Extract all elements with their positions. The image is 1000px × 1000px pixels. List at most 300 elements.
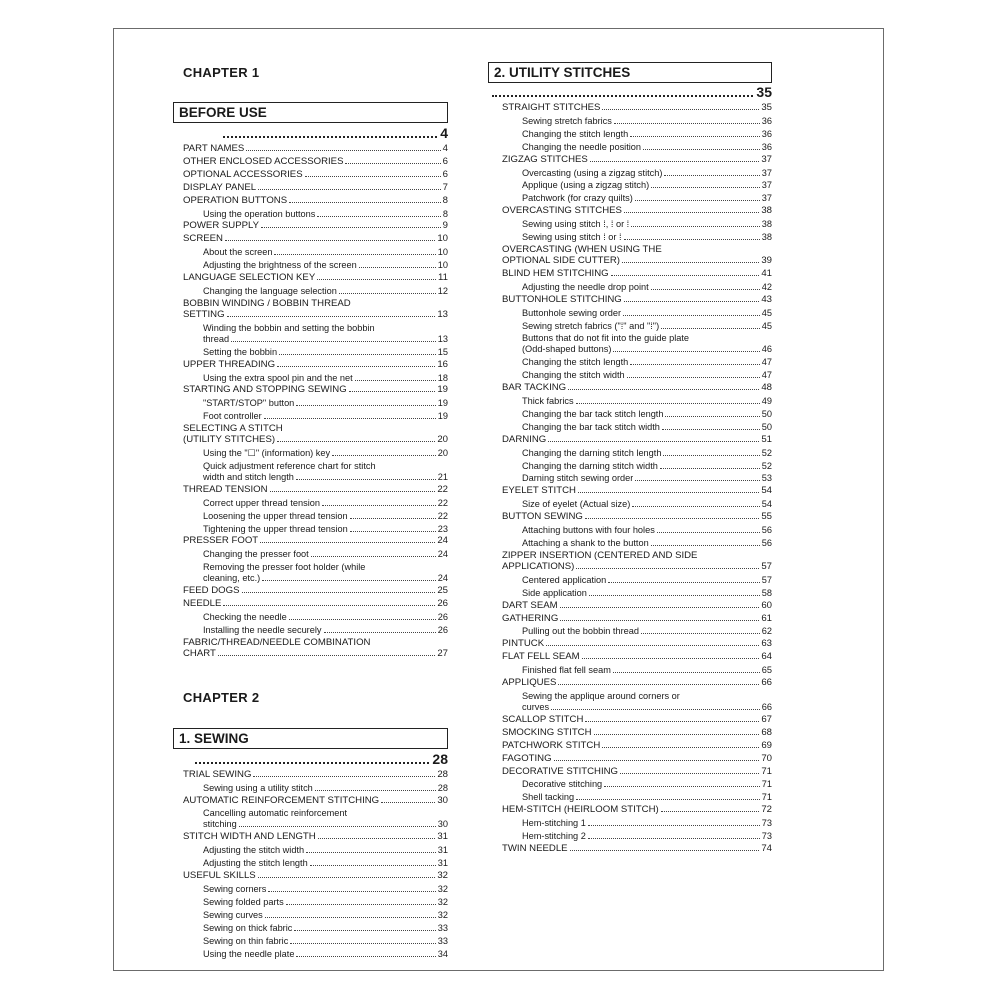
toc-entry-page: 42 bbox=[761, 281, 772, 292]
toc-entry-page: 33 bbox=[437, 935, 448, 946]
toc-entry bbox=[183, 143, 448, 156]
leader-dots bbox=[350, 531, 436, 532]
toc-entry-page: 57 bbox=[761, 574, 772, 585]
toc-entry bbox=[502, 677, 772, 690]
toc-entry bbox=[502, 843, 772, 856]
toc-entry bbox=[183, 208, 448, 221]
toc-entry bbox=[183, 484, 448, 497]
leader-dots bbox=[310, 865, 436, 866]
toc-entry-title: CHART bbox=[183, 647, 216, 659]
toc-entry-title: FEED DOGS bbox=[183, 585, 240, 597]
toc-entry bbox=[183, 598, 448, 611]
toc-entry-title: Sewing the applique around corners or bbox=[522, 690, 680, 701]
leader-dots bbox=[311, 556, 436, 557]
toc-entry-title: BLIND HEM STITCHING bbox=[502, 267, 609, 279]
toc-entry-title: Using the operation buttons bbox=[203, 208, 316, 219]
toc-entry-title: DISPLAY PANEL bbox=[183, 181, 257, 193]
toc-entry bbox=[183, 572, 448, 585]
toc-entry bbox=[183, 322, 448, 333]
toc-entry bbox=[183, 782, 448, 795]
leader-dots bbox=[602, 747, 759, 748]
leader-dots bbox=[614, 123, 760, 124]
toc-entry bbox=[502, 102, 772, 115]
toc-entry-title: TWIN NEEDLE bbox=[502, 842, 568, 854]
toc-entry-title: Sewing corners bbox=[203, 883, 267, 894]
toc-entry-title: Changing the stitch length bbox=[522, 128, 629, 139]
leader-dots bbox=[589, 595, 760, 596]
toc-entry-page: 61 bbox=[761, 612, 772, 624]
toc-entry-page: 4 bbox=[442, 143, 448, 154]
section-before-use-page-row bbox=[183, 126, 448, 141]
toc-entry bbox=[502, 218, 772, 231]
toc-entry-title: AUTOMATIC REINFORCEMENT STITCHING bbox=[183, 794, 380, 806]
leader-dots bbox=[349, 391, 436, 392]
toc-entry-title: Centered application bbox=[522, 574, 607, 585]
toc-entry bbox=[502, 830, 772, 843]
toc-entry bbox=[502, 587, 772, 600]
toc-entry bbox=[183, 246, 448, 259]
toc-entry-page: 20 bbox=[437, 434, 448, 446]
toc-entry-page: 52 bbox=[761, 460, 772, 471]
toc-entry-title: Using the needle plate bbox=[203, 948, 295, 959]
toc-entry-page: 31 bbox=[437, 858, 448, 869]
toc-entry-page: 71 bbox=[761, 779, 772, 790]
leader-dots bbox=[635, 480, 759, 481]
toc-entry-page: 28 bbox=[437, 782, 448, 793]
toc-entry-title: OPTIONAL SIDE CUTTER) bbox=[502, 254, 620, 266]
toc-entry bbox=[502, 485, 772, 498]
toc-entry bbox=[183, 870, 448, 883]
toc-entry-page: 71 bbox=[761, 792, 772, 803]
toc-entry bbox=[183, 309, 448, 322]
toc-entry-page: 49 bbox=[761, 396, 772, 407]
toc-entry-title: FLAT FELL SEAM bbox=[502, 651, 580, 663]
toc-entry-page: 22 bbox=[437, 497, 448, 508]
toc-entry-title: Using the "☐" (information) key bbox=[203, 448, 331, 459]
toc-entry bbox=[502, 421, 772, 434]
leader-dots bbox=[622, 262, 759, 263]
leader-dots bbox=[602, 109, 759, 110]
toc-entry-title: Hem-stitching 1 bbox=[522, 818, 586, 829]
toc-entry-page: 66 bbox=[761, 677, 772, 689]
toc-entry bbox=[502, 434, 772, 447]
leader-dots bbox=[286, 904, 436, 905]
leader-dots bbox=[231, 341, 436, 342]
toc-entry bbox=[502, 128, 772, 141]
chapter-2-heading: CHAPTER 2 bbox=[183, 689, 260, 705]
leader-dots bbox=[195, 762, 429, 764]
leader-dots bbox=[657, 532, 760, 533]
leader-dots bbox=[554, 760, 760, 761]
leader-dots bbox=[661, 328, 760, 329]
leader-dots bbox=[627, 377, 760, 378]
toc-entry bbox=[502, 205, 772, 218]
toc-entry-page: 36 bbox=[761, 115, 772, 126]
leader-dots bbox=[274, 254, 435, 255]
toc-entry-title: Winding the bobbin and setting the bobbin bbox=[203, 322, 375, 333]
toc-entry bbox=[502, 154, 772, 167]
toc-entry-page: 9 bbox=[442, 220, 448, 232]
toc-entry-title: SETTING bbox=[183, 308, 225, 320]
toc-entry-page: 19 bbox=[437, 411, 448, 422]
toc-entry-title: Thick fabrics bbox=[522, 396, 574, 407]
leader-dots bbox=[258, 189, 441, 190]
toc-entry-page: 53 bbox=[761, 473, 772, 484]
toc-entry-title: Using the extra spool pin and the net bbox=[203, 372, 353, 383]
leader-dots bbox=[604, 786, 760, 787]
toc-entry bbox=[502, 447, 772, 460]
leader-dots bbox=[624, 212, 759, 213]
toc-entry-title: DART SEAM bbox=[502, 599, 558, 611]
toc-entry bbox=[183, 233, 448, 246]
toc-entry-page: 68 bbox=[761, 726, 772, 738]
toc-entry-title: (UTILITY STITCHES) bbox=[183, 434, 276, 446]
toc-entry-page: 43 bbox=[761, 293, 772, 305]
toc-entry bbox=[502, 701, 772, 714]
leader-dots bbox=[624, 301, 760, 302]
toc-entry bbox=[183, 795, 448, 808]
leader-dots bbox=[258, 877, 436, 878]
toc-entry bbox=[502, 625, 772, 638]
leader-dots bbox=[265, 917, 436, 918]
toc-entry bbox=[183, 397, 448, 410]
leader-dots bbox=[613, 351, 759, 352]
leader-dots bbox=[223, 136, 437, 138]
toc-entry-title: Removing the presser foot holder (while bbox=[203, 562, 366, 573]
toc-entry-page: 64 bbox=[761, 651, 772, 663]
section-utility-page-row bbox=[502, 85, 772, 100]
toc-entry-page: 27 bbox=[437, 647, 448, 659]
toc-entry bbox=[502, 382, 772, 395]
toc-entry-title: Quick adjustment reference chart for stitch bbox=[203, 460, 376, 471]
leader-dots bbox=[264, 418, 436, 419]
toc-entry bbox=[183, 548, 448, 561]
leader-dots bbox=[570, 850, 760, 851]
leader-dots bbox=[560, 620, 759, 621]
leader-dots bbox=[578, 492, 759, 493]
toc-entry-title: OVERCASTING (WHEN USING THE bbox=[502, 243, 662, 255]
toc-entry-title: Changing the stitch length bbox=[522, 357, 629, 368]
toc-entry-page: 19 bbox=[437, 398, 448, 409]
toc-entry bbox=[183, 423, 448, 434]
toc-entry-page: 37 bbox=[761, 180, 772, 191]
toc-entry bbox=[183, 195, 448, 208]
toc-entry-title: Shell tacking bbox=[522, 792, 575, 803]
leader-dots bbox=[289, 202, 441, 203]
toc-entry bbox=[502, 524, 772, 537]
toc-entry-page: 62 bbox=[761, 626, 772, 637]
leader-dots bbox=[318, 838, 436, 839]
toc-entry bbox=[502, 766, 772, 779]
section-page-number: 4 bbox=[440, 125, 448, 141]
toc-entry-title: Installing the needle securely bbox=[203, 624, 322, 635]
chapter-1-heading: CHAPTER 1 bbox=[183, 65, 260, 80]
toc-entry bbox=[183, 510, 448, 523]
leader-dots bbox=[277, 366, 435, 367]
toc-entry-page: 45 bbox=[761, 320, 772, 331]
toc-entry bbox=[183, 648, 448, 661]
toc-entry-page: 33 bbox=[437, 922, 448, 933]
toc-entry bbox=[183, 807, 448, 818]
toc-entry-page: 73 bbox=[761, 831, 772, 842]
toc-entry-page: 32 bbox=[437, 883, 448, 894]
toc-entry-title: thread bbox=[203, 333, 230, 344]
leader-dots bbox=[317, 279, 436, 280]
section-page-number: 28 bbox=[432, 750, 448, 767]
toc-list-before-use bbox=[183, 143, 448, 661]
toc-entry-page: 58 bbox=[761, 587, 772, 598]
toc-entry-title: Adjusting the stitch length bbox=[203, 858, 308, 869]
toc-entry-page: 36 bbox=[761, 128, 772, 139]
leader-dots bbox=[630, 364, 760, 365]
leader-dots bbox=[492, 95, 753, 97]
toc-entry-page: 24 bbox=[437, 573, 448, 584]
toc-entry-title: DECORATIVE STITCHING bbox=[502, 765, 619, 777]
toc-entry-title: TRIAL SEWING bbox=[183, 768, 252, 780]
toc-entry-page: 67 bbox=[761, 713, 772, 725]
toc-entry-page: 6 bbox=[442, 155, 448, 167]
leader-dots bbox=[582, 658, 760, 659]
toc-entry-page: 34 bbox=[437, 948, 448, 959]
leader-dots bbox=[279, 354, 436, 355]
leader-dots bbox=[594, 734, 760, 735]
toc-entry-page: 22 bbox=[437, 510, 448, 521]
toc-entry-page: 30 bbox=[437, 819, 448, 830]
leader-dots bbox=[620, 773, 759, 774]
toc-entry-title: OPERATION BUTTONS bbox=[183, 194, 288, 206]
section-before-use-title: BEFORE USE bbox=[173, 102, 448, 123]
toc-entry-page: 26 bbox=[437, 598, 448, 610]
toc-entry-page: 66 bbox=[761, 701, 772, 712]
toc-entry-title: Adjusting the stitch width bbox=[203, 845, 305, 856]
toc-entry-page: 37 bbox=[761, 193, 772, 204]
toc-entry-title: Correct upper thread tension bbox=[203, 497, 320, 508]
toc-entry bbox=[183, 523, 448, 536]
toc-entry bbox=[183, 561, 448, 572]
toc-entry-page: 32 bbox=[437, 896, 448, 907]
leader-dots bbox=[289, 619, 436, 620]
toc-entry-title: Decorative stitching bbox=[522, 779, 603, 790]
toc-entry-title: SMOCKING STITCH bbox=[502, 726, 592, 738]
toc-entry bbox=[183, 769, 448, 782]
leader-dots bbox=[218, 655, 435, 656]
leader-dots bbox=[242, 592, 436, 593]
toc-entry-title: STRAIGHT STITCHES bbox=[502, 102, 601, 113]
toc-entry bbox=[183, 384, 448, 397]
toc-entry bbox=[502, 714, 772, 727]
leader-dots bbox=[253, 776, 435, 777]
toc-entry-page: 63 bbox=[761, 638, 772, 650]
toc-entry-title: UPPER THREADING bbox=[183, 358, 276, 370]
toc-entry-page: 47 bbox=[761, 370, 772, 381]
toc-entry-title: Sewing stretch fabrics bbox=[522, 115, 612, 126]
toc-entry-page: 32 bbox=[437, 870, 448, 882]
toc-entry-title: About the screen bbox=[203, 247, 273, 258]
toc-entry bbox=[502, 561, 772, 574]
leader-dots bbox=[546, 645, 759, 646]
toc-entry-page: 10 bbox=[437, 233, 448, 245]
toc-entry-page: 73 bbox=[761, 818, 772, 829]
toc-entry-title: FABRIC/THREAD/NEEDLE COMBINATION bbox=[183, 636, 371, 648]
toc-entry bbox=[183, 844, 448, 857]
toc-entry-page: 57 bbox=[761, 560, 772, 572]
toc-entry bbox=[502, 804, 772, 817]
toc-entry-title: Sewing using stitch ⁞, ⁞ or ⁞ bbox=[522, 219, 630, 230]
leader-dots bbox=[664, 175, 759, 176]
toc-entry-page: 39 bbox=[761, 254, 772, 266]
toc-entry-title: Checking the needle bbox=[203, 612, 287, 622]
toc-entry-title: PATCHWORK STITCH bbox=[502, 739, 601, 751]
toc-entry bbox=[502, 537, 772, 550]
toc-entry-title: POWER SUPPLY bbox=[183, 220, 260, 232]
toc-entry bbox=[502, 356, 772, 369]
toc-entry-page: 54 bbox=[761, 485, 772, 497]
toc-entry-title: Sewing on thin fabric bbox=[203, 935, 289, 946]
toc-entry bbox=[183, 285, 448, 298]
toc-entry bbox=[183, 259, 448, 272]
toc-entry-page: 13 bbox=[437, 333, 448, 344]
toc-entry-page: 56 bbox=[761, 538, 772, 548]
right-column bbox=[494, 62, 772, 856]
left-column bbox=[179, 65, 448, 960]
toc-entry-title: Sewing on thick fabric bbox=[203, 922, 293, 933]
toc-entry bbox=[502, 268, 772, 281]
leader-dots bbox=[322, 505, 436, 506]
toc-entry bbox=[502, 294, 772, 307]
toc-entry-title: APPLIQUES bbox=[502, 677, 557, 689]
leader-dots bbox=[355, 380, 436, 381]
toc-entry-page: 36 bbox=[761, 141, 772, 152]
leader-dots bbox=[665, 416, 759, 417]
toc-entry bbox=[183, 896, 448, 909]
toc-entry-page: 12 bbox=[437, 285, 448, 296]
toc-entry-title: Adjusting the needle drop point bbox=[522, 281, 649, 292]
toc-entry-page: 24 bbox=[437, 535, 448, 547]
leader-dots bbox=[632, 506, 760, 507]
toc-entry-title: Loosening the upper thread tension bbox=[203, 510, 348, 521]
toc-entry-title: SCREEN bbox=[183, 233, 223, 245]
toc-entry bbox=[502, 255, 772, 268]
leader-dots bbox=[663, 455, 759, 456]
toc-entry-title: Pulling out the bobbin thread bbox=[522, 626, 639, 637]
toc-entry-title: Patchwork (for crazy quilts) bbox=[522, 193, 633, 204]
toc-entry bbox=[183, 410, 448, 423]
toc-entry-page: 41 bbox=[761, 267, 772, 279]
toc-entry-title: GATHERING bbox=[502, 612, 559, 624]
toc-entry-page: 8 bbox=[442, 208, 448, 219]
toc-entry-page: 35 bbox=[761, 102, 772, 113]
toc-entry bbox=[502, 472, 772, 485]
toc-entry-title: Buttons that do not fit into the guide plate bbox=[522, 333, 690, 344]
toc-entry-page: 26 bbox=[437, 624, 448, 635]
toc-entry bbox=[502, 727, 772, 740]
leader-dots bbox=[359, 267, 436, 268]
toc-entry-title: Tightening the upper thread tension bbox=[203, 523, 348, 534]
leader-dots bbox=[588, 838, 760, 839]
leader-dots bbox=[551, 709, 760, 710]
leader-dots bbox=[631, 226, 760, 227]
leader-dots bbox=[576, 568, 759, 569]
toc-entry-title: Attaching buttons with four holes bbox=[522, 525, 655, 536]
toc-entry-page: 30 bbox=[437, 794, 448, 806]
leader-dots bbox=[660, 468, 760, 469]
toc-entry bbox=[183, 169, 448, 182]
toc-entry-title: Foot controller bbox=[203, 411, 262, 422]
toc-entry bbox=[502, 369, 772, 382]
toc-entry bbox=[183, 359, 448, 372]
leader-dots bbox=[261, 227, 441, 228]
toc-entry bbox=[183, 460, 448, 471]
toc-entry-title: APPLICATIONS) bbox=[502, 560, 575, 572]
leader-dots bbox=[585, 518, 759, 519]
leader-dots bbox=[294, 930, 435, 931]
toc-entry bbox=[183, 272, 448, 285]
leader-dots bbox=[630, 136, 760, 137]
leader-dots bbox=[576, 799, 760, 800]
toc-entry-title: STARTING AND STOPPING SEWING bbox=[183, 384, 347, 396]
toc-entry-title: Sewing stretch fabrics ("⁞" and "⁞") bbox=[522, 320, 660, 331]
toc-entry bbox=[502, 460, 772, 473]
toc-entry-title: PART NAMES bbox=[183, 143, 245, 154]
toc-entry-title: FAGOTING bbox=[502, 752, 552, 764]
toc-entry-title: stitching bbox=[203, 819, 237, 830]
toc-entry bbox=[502, 281, 772, 294]
toc-entry-page: 13 bbox=[437, 308, 448, 320]
leader-dots bbox=[324, 632, 436, 633]
toc-entry bbox=[502, 231, 772, 244]
toc-entry-title: curves bbox=[522, 701, 550, 712]
toc-entry bbox=[502, 141, 772, 154]
toc-entry bbox=[502, 778, 772, 791]
leader-dots bbox=[332, 455, 436, 456]
toc-entry-title: Buttonhole sewing order bbox=[522, 307, 622, 318]
toc-entry-page: 51 bbox=[761, 433, 772, 445]
toc-entry-title: Sewing folded parts bbox=[203, 896, 284, 907]
leader-dots bbox=[661, 811, 760, 812]
toc-entry-page: 24 bbox=[437, 549, 448, 560]
leader-dots bbox=[268, 891, 435, 892]
toc-entry-page: 47 bbox=[761, 357, 772, 368]
leader-dots bbox=[296, 956, 435, 957]
leader-dots bbox=[623, 315, 760, 316]
toc-entry-title: Changing the bar tack stitch width bbox=[522, 421, 660, 432]
toc-entry bbox=[502, 690, 772, 701]
leader-dots bbox=[548, 441, 759, 442]
toc-entry-title: BOBBIN WINDING / BOBBIN THREAD bbox=[183, 297, 351, 309]
leader-dots bbox=[558, 684, 759, 685]
leader-dots bbox=[270, 491, 436, 492]
toc-entry-page: 71 bbox=[761, 765, 772, 777]
leader-dots bbox=[576, 403, 760, 404]
toc-entry-page: 38 bbox=[761, 205, 772, 217]
toc-entry bbox=[502, 574, 772, 587]
leader-dots bbox=[315, 790, 436, 791]
leader-dots bbox=[590, 161, 760, 162]
toc-entry-page: 23 bbox=[437, 523, 448, 534]
toc-entry bbox=[502, 651, 772, 664]
leader-dots bbox=[239, 826, 436, 827]
toc-entry bbox=[502, 320, 772, 333]
toc-entry bbox=[502, 395, 772, 408]
leader-dots bbox=[585, 721, 759, 722]
toc-entry-title: Sewing curves bbox=[203, 909, 263, 920]
toc-entry bbox=[502, 307, 772, 320]
toc-entry-title: Overcasting (using a zigzag stitch) bbox=[522, 167, 663, 178]
toc-entry bbox=[183, 935, 448, 948]
leader-dots bbox=[608, 582, 759, 583]
leader-dots bbox=[613, 672, 760, 673]
leader-dots bbox=[305, 176, 441, 177]
